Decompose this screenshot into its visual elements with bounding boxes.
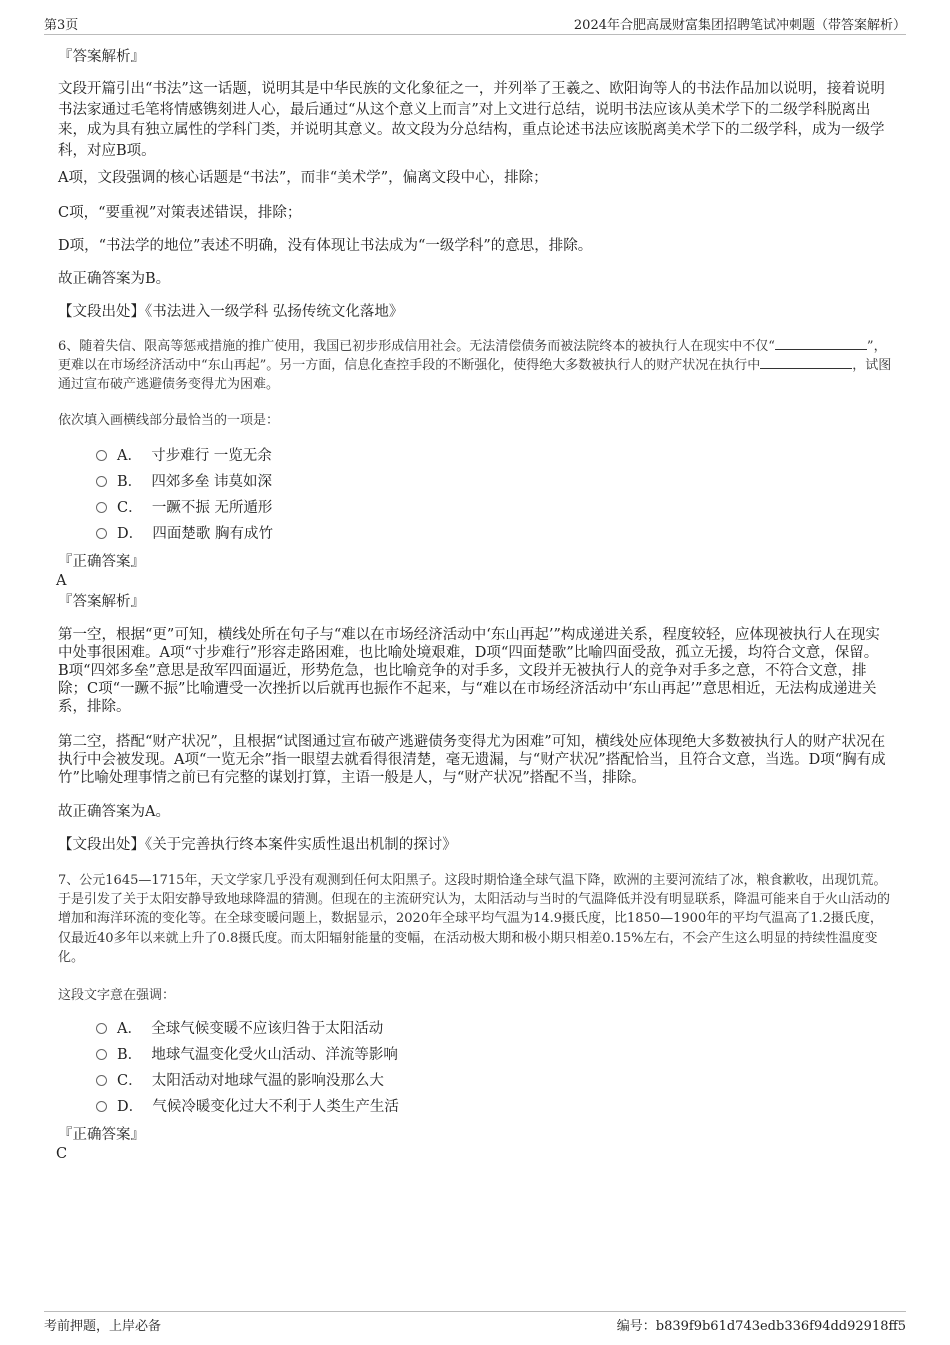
page-number: 第3页: [44, 18, 79, 33]
question-7-option-b[interactable]: B． 地球气温变化受火山活动、洋流等影响: [96, 1045, 398, 1065]
answer-conclusion: 故正确答案为B。: [58, 271, 171, 287]
option-a-explanation: A项，文段强调的核心话题是“书法”，而非“美术学”，偏离文段中心，排除；: [58, 170, 548, 186]
fill-blank-1: [775, 337, 867, 350]
question-7-option-d[interactable]: D． 气候冷暖变化过大不利于人类生产生活: [96, 1097, 399, 1117]
question-7-prompt: 这段文字意在强调：: [58, 988, 176, 1003]
question-6-option-a[interactable]: A． 寸步难行 一览无余: [96, 446, 272, 466]
question-6-option-c[interactable]: C． 一蹶不振 无所遁形: [96, 498, 272, 518]
answer-analysis-paragraph-1: 第一空，根据“更”可知，横线处所在句子与“难以在市场经济活动中‘东山再起’”构成递进关系，程度较轻，应体现被执行人在现实中处事很困难。A项“寸步难行”形容走路困难，也比喻处境艰难，D项“四面楚歌”比喻四面受敌，孤立无援，均符合文意，保留。B项“四郊多垒”意思是敌军四面逼近，形势危急，也比喻竞争的对手多，文段并无被执行人的竞争对手多之意，不符合文意，排除；C项“一蹶不振”比喻遭受一次挫折以后就再也振作不起来，与“难以在市场经济活动中‘东山再起’”意思相近，无法构成递进关系，排除。: [58, 627, 880, 715]
answer-analysis-paragraph: 文段开篇引出“书法”这一话题，说明其是中华民族的文化象征之一，并列举了王羲之、欧阳询等人的书法作品加以说明，接着说明书法家通过毛笔将情感镌刻进人心，最后通过“从这个意义上而言”对上文进行总结，说明书法应该从美术学下的二级学科脱离出来，成为具有独立属性的学科门类，并说明其意义。故文段为分总结构，重点论述书法应该脱离美术学下的二级学科，成为一级学科，对应B项。: [58, 81, 885, 159]
question-6-stem: 6、随着失信、限高等惩戒措施的推广使用，我国已初步形成信用社会。无法清偿债务而被法院终本的被执行人在现实中不仅“ ”，更难以在市场经济活动中“东山再起”。另一方面，信息化查控手段的不断强化，使得绝大多数被执行人的财产状况在执行中 ，试图通过宣布破产逃避债务变得尤为困难。: [58, 339, 892, 392]
radio-icon[interactable]: [96, 528, 107, 539]
fill-blank-2: [760, 356, 852, 369]
question-7-option-a[interactable]: A． 全球气候变暖不应该归咎于太阳活动: [96, 1019, 383, 1039]
radio-icon[interactable]: [96, 1023, 107, 1034]
answer-analysis-label: 『答案解析』: [58, 594, 145, 610]
question-7-option-c[interactable]: C． 太阳活动对地球气温的影响没那么大: [96, 1071, 384, 1091]
page-header: [44, 14, 906, 35]
question-6-option-d[interactable]: D． 四面楚歌 胸有成竹: [96, 524, 273, 544]
option-c-explanation: C项，“要重视”对策表述错误，排除；: [58, 205, 302, 221]
radio-icon[interactable]: [96, 1075, 107, 1086]
question-6-option-b[interactable]: B． 四郊多垒 讳莫如深: [96, 472, 272, 492]
radio-icon[interactable]: [96, 450, 107, 461]
answer-analysis-paragraph-2: 第二空，搭配“财产状况”，且根据“试图通过宣布破产逃避债务变得尤为困难”可知，横线处应体现绝大多数被执行人的财产状况在执行中会被发现。A项“一览无余”指一眼望去就看得很清楚，毫无遗漏，与“财产状况”搭配恰当，且符合文意，当选。D项“胸有成竹”比喻处理事情之前已有完整的谋划打算，主语一般是人，与“财产状况”搭配不当，排除。: [58, 734, 886, 786]
answer-analysis-label: 『答案解析』: [58, 49, 145, 65]
question-6-prompt: 依次填入画横线部分最恰当的一项是：: [58, 413, 280, 428]
radio-icon[interactable]: [96, 502, 107, 513]
correct-answer-label: 『正确答案』: [58, 554, 145, 570]
correct-answer: C: [56, 1146, 68, 1162]
document-title: 2024年合肥高晟财富集团招聘笔试冲刺题（带答案解析）: [573, 18, 906, 33]
answer-conclusion: 故正确答案为A。: [58, 804, 170, 820]
footer-slogan: 考前押题，上岸必备: [44, 1319, 162, 1334]
radio-icon[interactable]: [96, 1049, 107, 1060]
question-7-stem: 7、公元1645—1715年，天文学家几乎没有观测到任何太阳黑子。这段时期恰逢全球气温下降，欧洲的主要河流结了冰，粮食歉收，出现饥荒。于是引发了关于太阳安静导致地球降温的猜测。但现在的主流研究认为，太阳活动与当时的气温降低并没有明显联系，降温可能来自于火山活动的增加和海洋环流的变化等。在全球变暖问题上，数据显示，2020年全球平均气温为14.9摄氏度，比1850—1900年的平均气温高了1.2摄氏度，仅最近40多年以来就上升了0.8摄氏度。而太阳辐射能量的变幅，在活动极大期和极小期只相差0.15%左右，不会产生这么明显的持续性温度变化。: [58, 873, 891, 965]
correct-answer: A: [56, 573, 67, 589]
passage-source: 【文段出处】《书法进入一级学科 弘扬传统文化落地》: [58, 304, 404, 320]
radio-icon[interactable]: [96, 476, 107, 487]
radio-icon[interactable]: [96, 1101, 107, 1112]
document-code: 编号：b839f9b61d743edb336f94dd92918ff5: [616, 1319, 906, 1334]
page-footer: [44, 1311, 906, 1335]
passage-source: 【文段出处】《关于完善执行终本案件实质性退出机制的探讨》: [58, 837, 457, 853]
option-d-explanation: D项，“书法学的地位”表述不明确，没有体现让书法成为“一级学科”的意思，排除。: [58, 238, 593, 254]
correct-answer-label: 『正确答案』: [58, 1127, 145, 1143]
